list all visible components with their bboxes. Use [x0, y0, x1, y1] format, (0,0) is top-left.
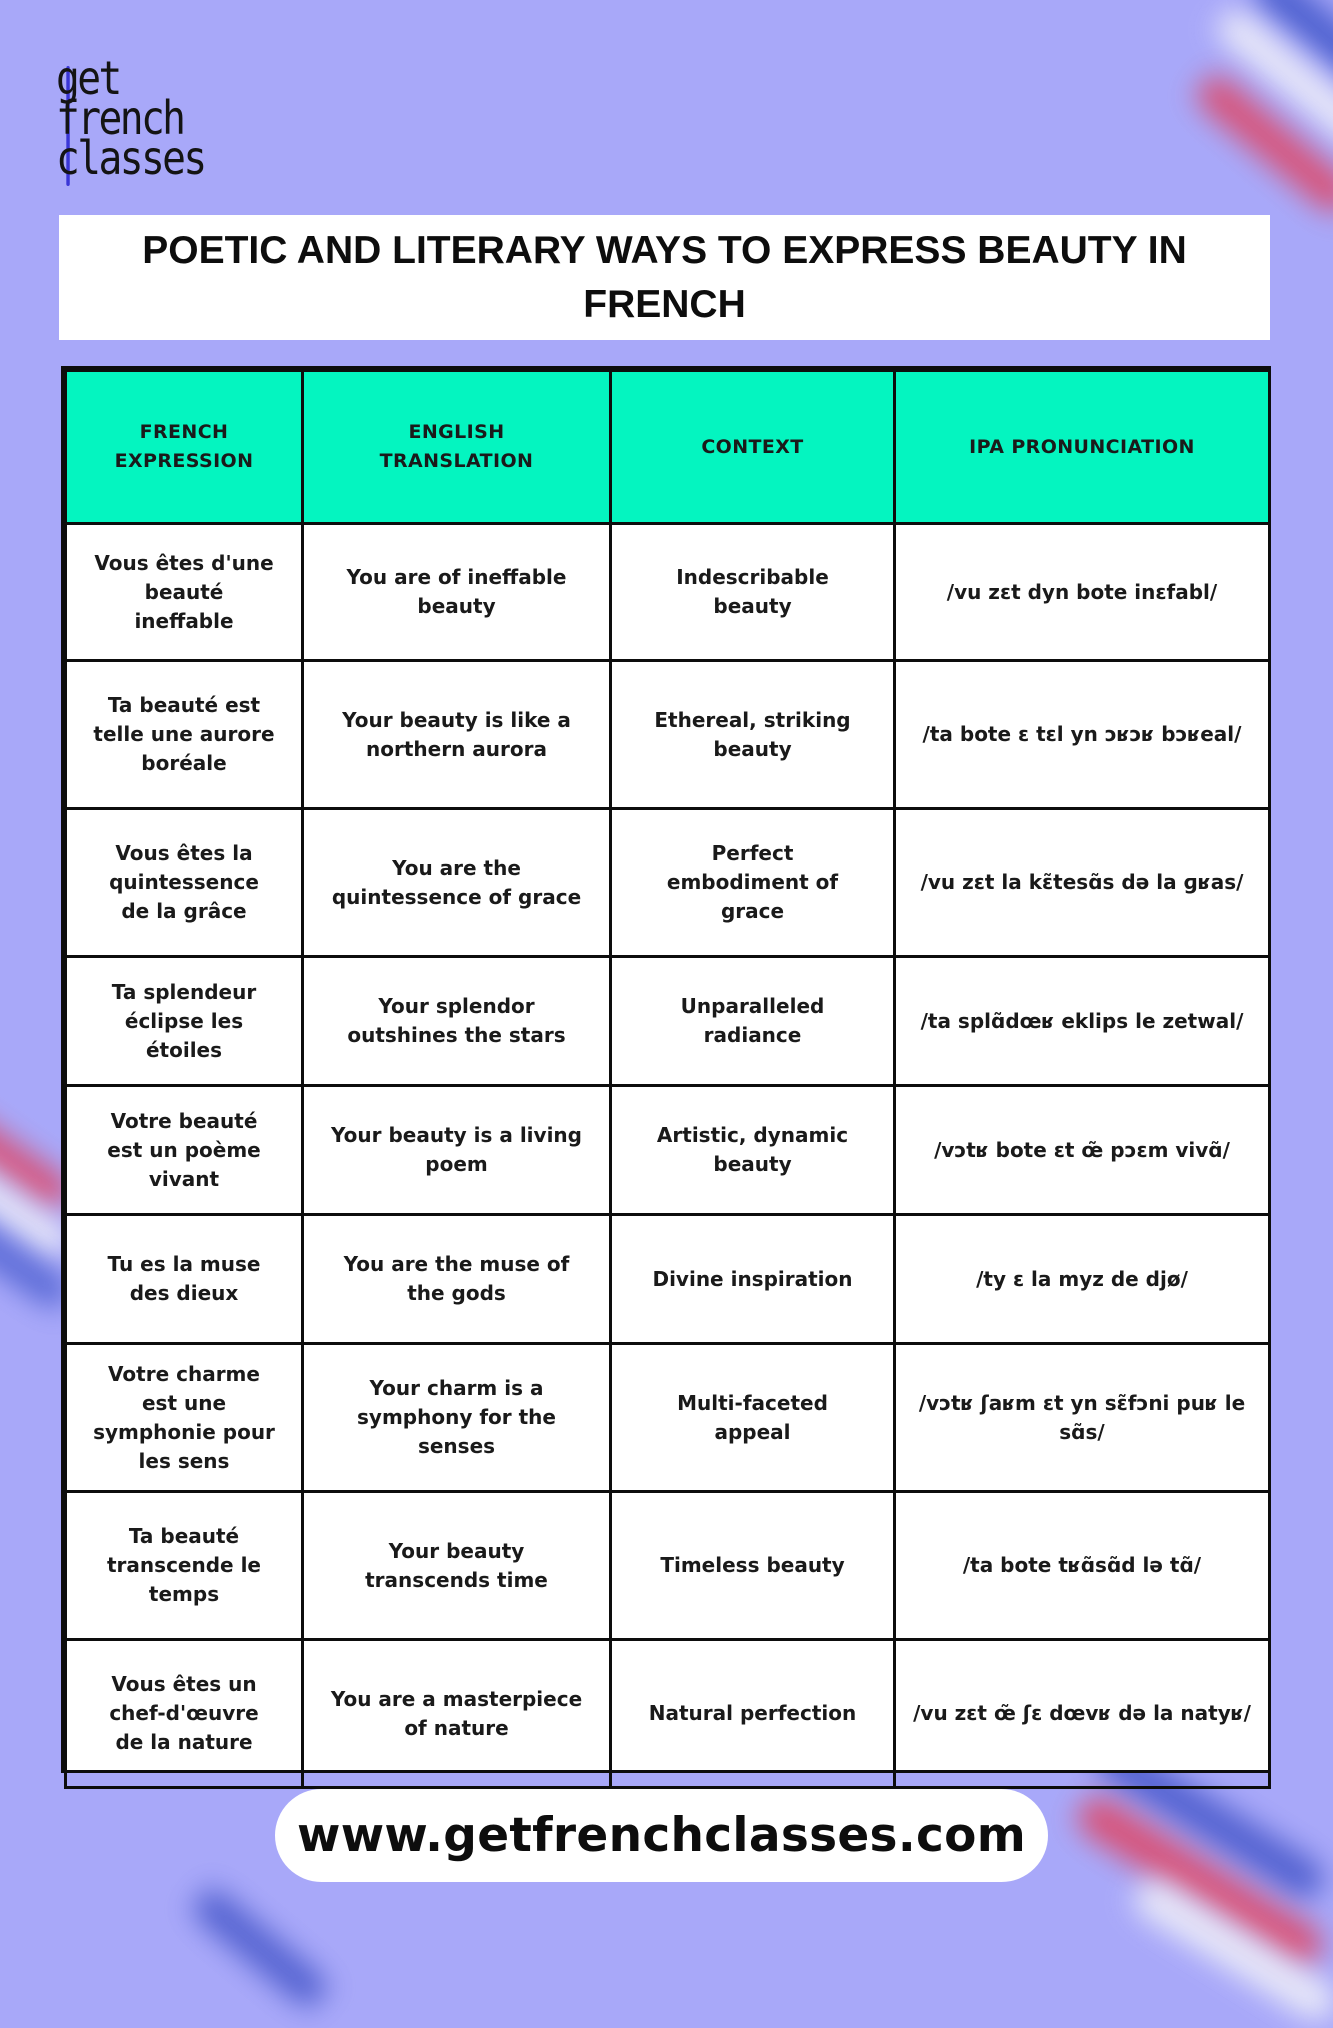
cell-french: Vous êtes un chef-d'œuvre de la nature	[66, 1640, 303, 1788]
website-url[interactable]: www.getfrenchclasses.com	[296, 1808, 1027, 1863]
brand-logo	[56, 51, 205, 185]
decor-streak-bottom-left-blue	[187, 1883, 333, 2013]
table-row	[66, 1344, 1270, 1492]
cell-ipa: /ta bote tʁɑ̃sɑ̃d lə tɑ̃/	[895, 1492, 1270, 1640]
title-banner	[59, 215, 1270, 340]
table-row	[66, 957, 1270, 1086]
cell-context: Divine inspiration	[611, 1215, 895, 1344]
cell-english: Your beauty is like a northern aurora	[303, 661, 611, 809]
cell-french: Votre charme est une symphonie pour les sens	[66, 1344, 303, 1492]
table-row	[66, 524, 1270, 661]
cell-ipa: /vu zɛt la kɛ̃tesɑ̃s də la ɡʁas/	[895, 809, 1270, 957]
cell-french: Vous êtes d'une beauté ineffable	[66, 524, 303, 661]
cell-ipa: /ty ɛ la myz de djø/	[895, 1215, 1270, 1344]
cell-french: Tu es la muse des dieux	[66, 1215, 303, 1344]
table-header-row	[66, 371, 1270, 524]
website-link-pill[interactable]	[275, 1789, 1048, 1882]
cell-context: Ethereal, striking beauty	[611, 661, 895, 809]
table-row	[66, 661, 1270, 809]
cell-ipa: /vu zɛt œ̃ ʃɛ dœvʁ də la natyʁ/	[895, 1640, 1270, 1788]
cell-ipa: /vɔtʁ bote ɛt œ̃ pɔɛm vivɑ̃/	[895, 1086, 1270, 1215]
cell-english: You are of ineffable beauty	[303, 524, 611, 661]
cell-french: Ta beauté transcende le temps	[66, 1492, 303, 1640]
cell-context: Artistic, dynamic beauty	[611, 1086, 895, 1215]
logo-line-french: french	[56, 91, 184, 145]
header-ipa-pronunciation: IPA PRONUNCIATION	[895, 371, 1270, 524]
expressions-table-wrapper	[61, 366, 1271, 1773]
cell-english: Your beauty is a living poem	[303, 1086, 611, 1215]
logo-line-classes: classes	[56, 131, 205, 185]
cell-ipa: /vɔtʁ ʃaʁm ɛt yn sɛ̃fɔni puʁ le sɑ̃s/	[895, 1344, 1270, 1492]
cell-ipa: /ta splɑ̃dœʁ eklips le zetwal/	[895, 957, 1270, 1086]
cell-context: Timeless beauty	[611, 1492, 895, 1640]
header-context: CONTEXT	[611, 371, 895, 524]
cell-english: Your charm is a symphony for the senses	[303, 1344, 611, 1492]
header-french-expression: FRENCH EXPRESSION	[66, 371, 303, 524]
cell-french: Ta beauté est telle une aurore boréale	[66, 661, 303, 809]
table-row	[66, 1215, 1270, 1344]
cell-ipa: /ta bote ɛ tɛl yn ɔʁɔʁ bɔʁeal/	[895, 661, 1270, 809]
cell-english: Your beauty transcends time	[303, 1492, 611, 1640]
cell-context: Natural perfection	[611, 1640, 895, 1788]
cell-english: You are the quintessence of grace	[303, 809, 611, 957]
expressions-table	[64, 369, 1271, 1789]
cell-english: You are the muse of the gods	[303, 1215, 611, 1344]
cell-context: Perfect embodiment of grace	[611, 809, 895, 957]
table-row	[66, 1492, 1270, 1640]
header-english-translation: ENGLISH TRANSLATION	[303, 371, 611, 524]
cell-context: Unparalleled radiance	[611, 957, 895, 1086]
cell-french: Votre beauté est un poème vivant	[66, 1086, 303, 1215]
cell-english: You are a masterpiece of nature	[303, 1640, 611, 1788]
cell-context: Indescribable beauty	[611, 524, 895, 661]
page-title: POETIC AND LITERARY WAYS TO EXPRESS BEAUTY IN FRENCH	[142, 228, 1187, 326]
logo-line-get: get	[56, 51, 120, 105]
cell-french: Vous êtes la quintessence de la grâce	[66, 809, 303, 957]
cell-english: Your splendor outshines the stars	[303, 957, 611, 1086]
cell-context: Multi-faceted appeal	[611, 1344, 895, 1492]
cell-ipa: /vu zɛt dyn bote inɛfabl/	[895, 524, 1270, 661]
table-row	[66, 809, 1270, 957]
table-row	[66, 1640, 1270, 1788]
cell-french: Ta splendeur éclipse les étoiles	[66, 957, 303, 1086]
table-row	[66, 1086, 1270, 1215]
